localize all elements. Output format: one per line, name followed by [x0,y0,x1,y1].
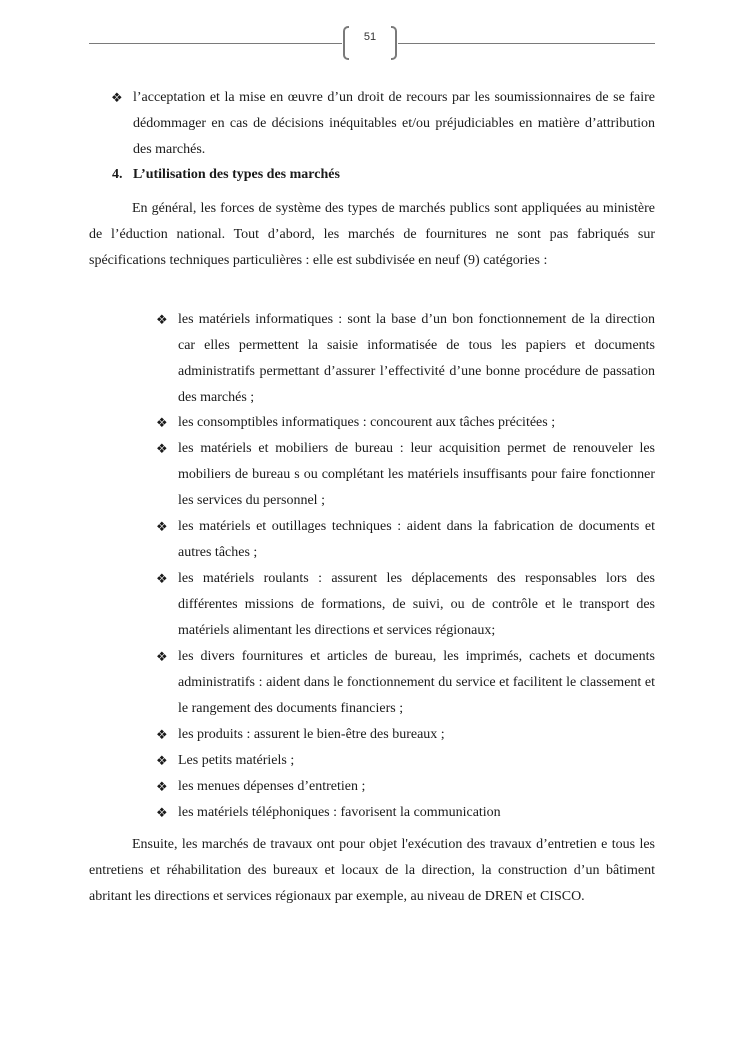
paragraph-travaux: Ensuite, les marchés de travaux ont pour objet l'exécution des travaux d’entretien e tous les entretiens et réhabilitation des bureaux et locaux de la direction, la construction d’un bâtiment abritant les directions et services régionaux par exemple, au niveau de DREN et CISCO. [89,837,655,904]
category-item [156,566,655,644]
section-number: 4. [112,167,123,182]
diamond-bullet-icon: ❖ [156,415,168,430]
diamond-bullet-icon: ❖ [156,779,168,794]
category-text: les consomptibles informatiques : concourent aux tâches précitées ; [178,415,556,430]
category-item [156,774,655,800]
diamond-bullet-icon: ❖ [156,312,168,327]
header-rule-left [89,43,342,44]
intro-bullet-text: l’acceptation et la mise en œuvre d’un droit de recours par les soumissionnaires de se faire dédommager en cas de décisions inéquitables et/ou préjudiciables en matière d’attribution des marchés. [133,90,655,157]
diamond-bullet-icon: ❖ [156,519,168,534]
intro-bullet-item [111,85,655,163]
page-number-box [342,24,398,64]
section-title: L’utilisation des types des marchés [133,167,340,182]
diamond-bullet-icon: ❖ [156,441,168,456]
category-text: les menues dépenses d’entretien ; [178,779,366,794]
category-text: les matériels téléphoniques : favorisent la communication [178,805,501,820]
paragraph-intro: En général, les forces de système des types de marchés publics sont appliquées au ministère de l’éduction national. Tout d’abord, les marchés de fournitures ne sont pas fabriqués sur spécifications techniques particulières : elle est subdivisée en neuf (9) catégories : [89,201,655,268]
category-text: les matériels roulants : assurent les déplacements des responsables lors des différentes missions de formations, de suivi, ou de contrôle et le transport des matériels alimentant les directions et services régionaux; [178,571,655,638]
page-header [89,22,655,66]
category-item [156,410,655,436]
category-text: Les petits matériels ; [178,753,295,768]
header-rule-right [398,43,655,44]
diamond-bullet-icon: ❖ [156,649,168,664]
category-item [156,748,655,774]
category-item [156,436,655,514]
diamond-bullet-icon: ❖ [111,90,123,105]
category-item [156,722,655,748]
category-item [156,514,655,566]
diamond-bullet-icon: ❖ [156,727,168,742]
category-item [156,800,655,826]
category-text: les divers fournitures et articles de bureau, les imprimés, cachets et documents administratifs : aident dans le fonctionnement du service et facilitent le classement et le rangement des documents financiers ; [178,649,655,716]
diamond-bullet-icon: ❖ [156,805,168,820]
category-item [156,307,655,411]
bracket-right [391,26,397,60]
diamond-bullet-icon: ❖ [156,753,168,768]
diamond-bullet-icon: ❖ [156,571,168,586]
category-text: les matériels informatiques : sont la base d’un bon fonctionnement de la direction car elles permettent la saisie informatisée de tous les papiers et documents administratifs permettant d’assurer l’effectivité d’une bonne procédure de passation des marchés ; [178,312,655,405]
page-number: 51 [363,31,377,43]
category-text: les matériels et mobiliers de bureau : leur acquisition permet de renouveler les mobiliers de bureau s ou complétant les matériels insuffisants pour faire fonctionner les services du personnel ; [178,441,655,508]
category-text: les matériels et outillages techniques : aident dans la fabrication de documents et autres tâches ; [178,519,655,560]
category-item [156,644,655,722]
category-text: les produits : assurent le bien-être des bureaux ; [178,727,445,742]
section-heading [112,162,340,188]
